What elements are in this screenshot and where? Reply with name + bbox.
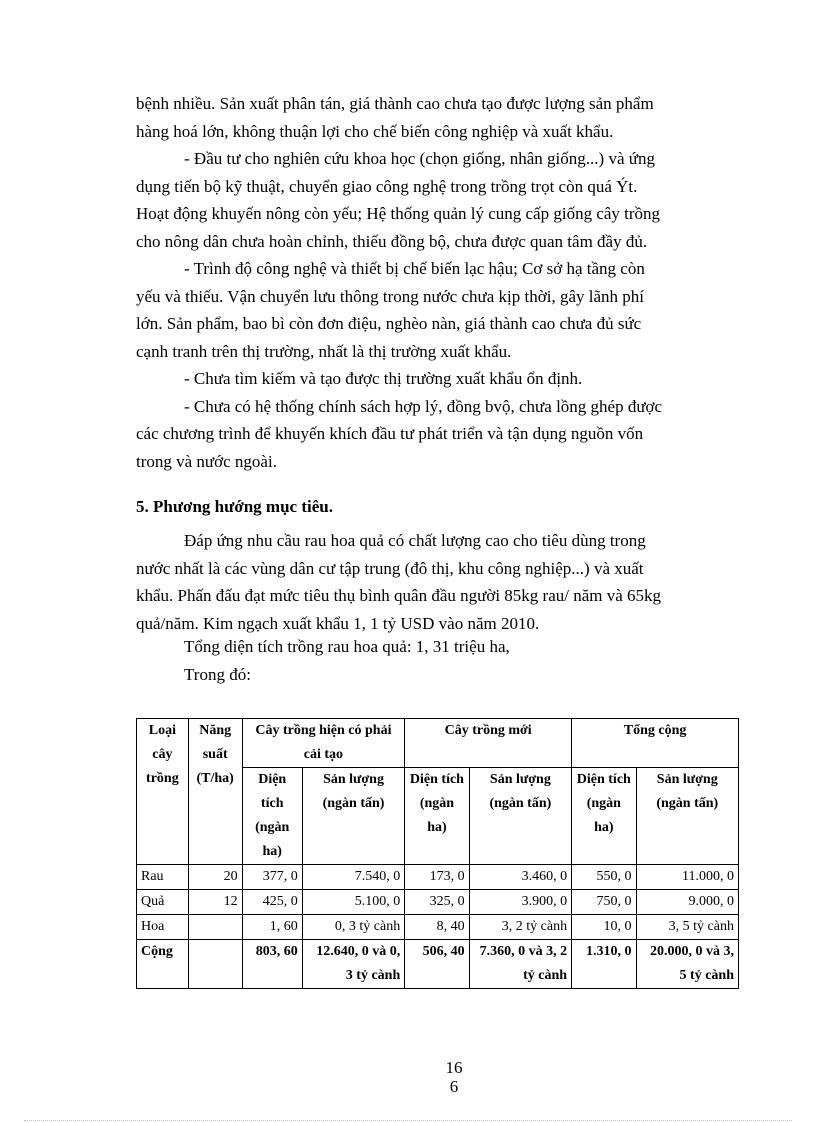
paragraph-technology	[136, 255, 740, 365]
cell-total-area: 1.310, 0	[572, 940, 636, 989]
text-line: bệnh nhiều. Sản xuất phân tán, giá thành cao chưa tạo được lượng sản phẩm	[136, 94, 654, 113]
cell-total-label: Cộng	[137, 940, 189, 989]
table-total-row	[137, 940, 739, 989]
table-header-row	[137, 719, 739, 768]
cell-existing-area: 1, 60	[242, 915, 302, 940]
cell-existing-output: 5.100, 0	[302, 890, 404, 915]
cell-yield: 20	[188, 865, 242, 890]
table-row	[137, 915, 739, 940]
text-line: dụng tiến bộ kỹ thuật, chuyển giao công nghệ trong trồng trọt còn quá Ýt.	[136, 176, 638, 196]
page-number-bottom: 6	[449, 1077, 459, 1096]
text-line: trong và nước ngoài.	[136, 451, 277, 471]
text-line: - Chưa tìm kiếm và tạo được thị trường xuất khẩu ổn định.	[184, 369, 583, 388]
cell-new-output: 7.360, 0 và 3, 2 tỷ cành	[469, 940, 571, 989]
header-total-output: Sản lượng (ngàn tấn)	[636, 768, 738, 865]
text-line: khẩu. Phấn đấu đạt mức tiêu thụ bình quân đầu người 85kg rau/ năm và 65kg	[136, 586, 662, 605]
total-area-line: Tổng diện tích trồng rau hoa quả: 1, 31 triệu ha,	[184, 637, 510, 656]
paragraph-policy	[136, 393, 740, 476]
header-existing: Cây trồng hiện có phải cải tạo	[242, 719, 405, 768]
cell-new-area: 173, 0	[405, 865, 469, 890]
cell-existing-area: 425, 0	[242, 890, 302, 915]
header-existing-area: Diện tích (ngàn ha)	[242, 768, 302, 865]
cell-yield	[188, 940, 242, 989]
page-number-top: 16	[445, 1058, 463, 1077]
cell-total-output: 9.000, 0	[636, 890, 738, 915]
paragraph-research	[136, 145, 740, 255]
header-existing-output: Sản lượng (ngàn tấn)	[302, 768, 404, 865]
header-total: Tổng cộng	[572, 719, 739, 768]
text-line: các chương trình để khuyến khích đầu tư phát triển và tận dụng nguồn vốn	[136, 424, 644, 443]
footer-divider	[24, 1120, 792, 1121]
header-yield: Năng suất (T/ha)	[188, 719, 242, 865]
cell-crop-name: Hoa	[137, 915, 189, 940]
header-new: Cây trồng mới	[405, 719, 572, 768]
header-new-area: Diện tích (ngàn ha)	[405, 768, 469, 865]
cell-new-output: 3.460, 0	[469, 865, 571, 890]
crop-table	[136, 718, 739, 989]
cell-new-area: 506, 40	[405, 940, 469, 989]
cell-total-output: 11.000, 0	[636, 865, 738, 890]
text-line: hàng hoá lớn, không thuận lợi cho chế biến công nghiệp và xuất khẩu.	[136, 121, 614, 141]
cell-total-output: 3, 5 tỷ cành	[636, 915, 738, 940]
cell-new-output: 3.900, 0	[469, 890, 571, 915]
text-line: - Đầu tư cho nghiên cứu khoa học (chọn giống, nhân giống...) và ứng	[184, 149, 655, 168]
text-line: cho nông dân chưa hoàn chỉnh, thiếu đồng bộ, chưa được quan tâm đầy đủ.	[136, 231, 648, 251]
cell-existing-area: 377, 0	[242, 865, 302, 890]
cell-new-output: 3, 2 tỷ cành	[469, 915, 571, 940]
text-line: - Chưa có hệ thống chính sách hợp lý, đồng bvộ, chưa lồng ghép được	[184, 396, 663, 416]
table-row	[137, 890, 739, 915]
text-line: cạnh tranh trên thị trường, nhất là thị trường xuất khẩu.	[136, 341, 512, 361]
paragraph-market	[136, 365, 740, 393]
cell-existing-output: 7.540, 0	[302, 865, 404, 890]
cell-total-area: 550, 0	[572, 865, 636, 890]
paragraph-goal	[136, 527, 740, 637]
body-text-top	[136, 90, 740, 475]
cell-crop-name: Rau	[137, 865, 189, 890]
cell-existing-output: 12.640, 0 và 0, 3 tỷ cành	[302, 940, 404, 989]
text-line: quả/năm. Kim ngạch xuất khẩu 1, 1 tỷ USD vào năm 2010.	[136, 613, 540, 633]
header-crop-type: Loại cây trồng	[137, 719, 189, 865]
text-line: Đáp ứng nhu cầu rau hoa quả có chất lượng cao cho tiêu dùng trong	[184, 531, 646, 550]
text-line: lớn. Sản phẩm, bao bì còn đơn điệu, nghèo nàn, giá thành cao chưa đủ sức	[136, 314, 642, 333]
text-line: - Trình độ công nghệ và thiết bị chế biến lạc hậu; Cơ sở hạ tầng còn	[184, 259, 645, 278]
intro-line: Trong đó:	[184, 665, 251, 684]
body-text-goal	[136, 527, 740, 637]
cell-existing-area: 803, 60	[242, 940, 302, 989]
cell-total-area: 750, 0	[572, 890, 636, 915]
header-new-output: Sản lượng (ngàn tấn)	[469, 768, 571, 865]
cell-new-area: 325, 0	[405, 890, 469, 915]
cell-total-area: 10, 0	[572, 915, 636, 940]
header-total-area: Diện tích (ngàn ha)	[572, 768, 636, 865]
cell-existing-output: 0, 3 tỷ cành	[302, 915, 404, 940]
cell-new-area: 8, 40	[405, 915, 469, 940]
cell-crop-name: Quả	[137, 890, 189, 915]
text-line: nước nhất là các vùng dân cư tập trung (đô thị, khu công nghiệp...) và xuất	[136, 558, 644, 578]
text-line: Hoạt động khuyến nông còn yếu; Hệ thống quản lý cung cấp giống cây trồng	[136, 204, 661, 223]
paragraph-production	[136, 90, 740, 145]
table-row	[137, 865, 739, 890]
cell-yield: 12	[188, 890, 242, 915]
text-line: yếu và thiếu. Vận chuyển lưu thông trong nước chưa kịp thời, gây lãnh phí	[136, 286, 644, 306]
cell-total-output: 20.000, 0 và 3, 5 tỷ cành	[636, 940, 738, 989]
section-heading: 5. Phương hướng mục tiêu.	[136, 497, 333, 516]
cell-yield	[188, 915, 242, 940]
